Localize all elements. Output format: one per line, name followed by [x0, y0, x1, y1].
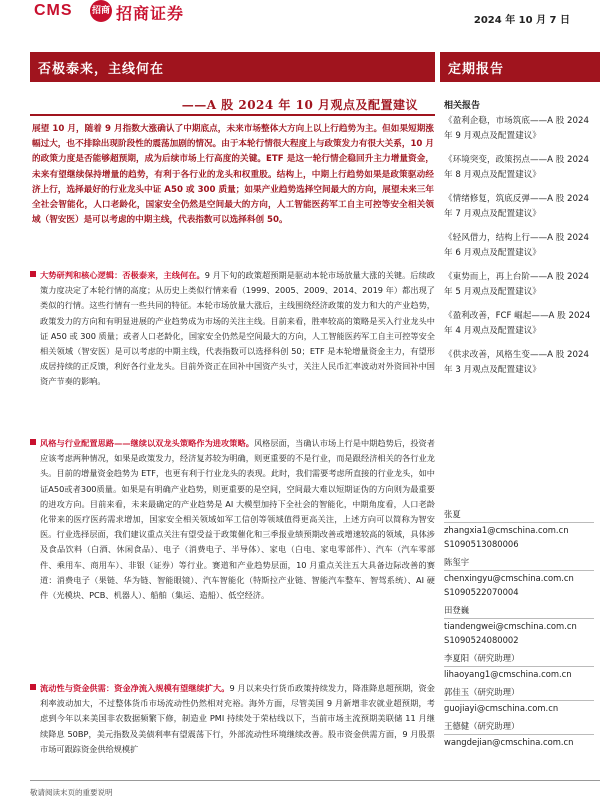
analyst-license-id: S1090524080002 — [444, 635, 519, 645]
section-body: 9 月以来央行货币政策持续发力，降准降息超预期，资金利率波动加大，不过整体货币市场流动性仍然相对充裕。海外方面，尽管美国 9 月新增非农就业超预期，考虑到今年以来美国非农数据频繁下修，制造业 PMI 持续处于荣枯线以下，当前市场主流预期美联储 11 月继续降息 50BP，美元指数及美债利率有望震荡下行，外部流动性环境继续改善。股市资金供需方面，9 月股票市场可跟踪资金供给规模扩 — [40, 683, 435, 754]
footer-divider — [30, 780, 600, 781]
report-date: 2024 年 10 月 7 日 — [473, 15, 570, 26]
analyst-entry — [444, 507, 594, 551]
sidebar-header — [440, 52, 600, 82]
title-divider — [30, 114, 435, 116]
analyst-name: 郭佳玉（研究助理） — [444, 685, 594, 701]
analyst-email[interactable]: wangdejian@cmschina.com.cn — [444, 737, 574, 747]
report-title: 否极泰来，主线何在 — [38, 62, 165, 77]
bullet-icon — [30, 439, 36, 445]
footer-disclaimer: 敬请阅读末页的重要说明 — [30, 788, 113, 797]
analyst-license-id: S1090513080006 — [444, 539, 519, 549]
sidebar-header-label: 定期报告 — [448, 62, 505, 77]
analyst-entry — [444, 685, 594, 715]
related-reports-list — [444, 114, 594, 387]
section-market-view — [30, 268, 435, 390]
related-report-item[interactable]: 《東势而上，再上台阶——A 股 2024 年 5 月观点及配置建议》 — [444, 272, 589, 297]
logo-cn-text: 招商证券 — [116, 4, 185, 23]
section-body: 9 月下旬的政策超预期是驱动本轮市场放量大涨的关键。后续政策力度决定了本轮行情的高度；从历史上类似行情来看（1999、2005、2009、2014、2019 年）都出现了类似的行情。这些行情有一些共同的特征。本轮市场放量大涨后，主线围绕经济政策的发力和大的产业趋势，政策发力的方向和有明显进展的产业趋势成为市场的关注主线。目前来看，胜率较高的策略是买入行业龙头中证 A50 或 300 质量；或者人口老龄化，国家安全仍然是空间最大的方向，人工智能医药军工自主可控等安全相关领域（智安医）是可以考虑的中期主线，代表指数可以选择科创 50；ETF 是本轮增量资金主力，有望形成居持续的正反馈，利好各行业龙头。目前外资正在回补中国资产头寸，关注人民币汇率波动对外资回补中国资产节奏的影响。 — [40, 270, 435, 387]
related-report-item[interactable]: 《供求改善，风格生变——A 股 2024 年 3 月观点及配置建议》 — [444, 350, 589, 375]
analyst-email[interactable]: tiandengwei@cmschina.com.cn — [444, 621, 577, 631]
analyst-entry — [444, 719, 594, 749]
analyst-name: 李夏阳（研究助理） — [444, 651, 594, 667]
section-lead: 流动性与资金供需：资金净流入规模有望继续扩大。 — [40, 683, 230, 693]
company-logo — [6, 0, 216, 22]
analyst-name: 陈玺宇 — [444, 555, 594, 571]
analyst-entry — [444, 651, 594, 681]
logo-badge-icon: 招商 — [90, 0, 112, 22]
analyst-email[interactable]: guojiayi@cmschina.com.cn — [444, 703, 559, 713]
analyst-entry — [444, 603, 594, 647]
related-report-item[interactable]: 《盈利企稳，市场筑底——A 股 2024 年 9 月观点及配置建议》 — [444, 116, 589, 141]
analyst-list — [444, 507, 594, 753]
bullet-icon — [30, 684, 36, 690]
analyst-entry — [444, 555, 594, 599]
logo-latin-text: CMS — [34, 2, 73, 19]
report-subtitle: ——A 股 2024 年 10 月观点及配置建议 — [181, 98, 418, 112]
section-style-industry — [30, 436, 435, 603]
section-lead: 大势研判和核心逻辑：否极泰来，主线何在。 — [40, 270, 205, 280]
section-lead: 风格与行业配置思路——继续以双龙头策略作为进攻策略。 — [40, 438, 254, 448]
related-reports-title: 相关报告 — [444, 101, 481, 111]
analyst-email[interactable]: chenxingyu@cmschina.com.cn — [444, 573, 574, 583]
related-report-item[interactable]: 《轻风借力，结构上行——A 股 2024 年 6 月观点及配置建议》 — [444, 233, 589, 258]
section-body-part1: 风格层面，当确认市场上行是中期趋势后，投资者应该考虑两种情况，如果是政策发力，经济复苏较为明确，则更重要的不是行业，而是跟经济相关的各行业龙头。目前的增量资金趋势为 ETF，也更有利于行业龙头的表现。此时，我们需要考虑所直接的行业龙头，如中证A50或者300质量。如果是有明确产业趋势，则更重要的是空间，空间最大难以短期证伪的方向则为最重要的进攻方向。目前来看，未来最确定的产业趋势是 AI 大模型加持下全社会的智能化，中期角度看，人口老龄化带来的医疗医药需求增加，国家安全相关领域如军工信创等领域值得更高关注，上述方向可以简称为智安医。 — [40, 438, 435, 540]
abstract-paragraph: 展望 10 月，随着 9 月指数大涨确认了中期底点，未来市场整体大方向上以上行趋势为主。但如果短期涨幅过大，也不排除出现阶段性的震荡加剧的情况。由于本轮行情很大程度上与政策发力有很大关系，10 月的政策力度是否能够超预期，成为后续市场上行高度的关键。ETF 是这一轮行情企稳回升主力增量资金，未来有望继续保持增量的趋势，有利于各行业的龙头和权重股。结构上，中期上行趋势如果是政策驱动经济上行，选择最好的行业龙头中证 A50 或 300 质量；如果产业趋势选择空间最大的方向，展望未来三年全社会智能化，人口老龄化，国家安全仍然是空间最大的方向，人工智能医药军工自主可控等安全相关领域（智安医）是可以考虑的中期主线，代表指数可以选择科创 50。 — [32, 124, 434, 226]
section-liquidity — [30, 681, 435, 757]
section-body-part2: 行业选择层面，我们建议重点关注有望受益于政策催化和三季报业绩预期改善或增速较高的领域，具体涉及食品饮料（白酒、休闲食品）、电子（消费电子、半导体）、家电（白电、家电零部件）、汽车（汽车零部件、乘用车、商用车）、非银（证券）等行业。赛道和产业趋势层面，10 月重点关注五大具备边际改善的赛道：消费电子（果链、华为链、智能眼镜）、汽车智能化（特斯拉产业链、智能汽车整车、智驾系统）、AI 硬件（光模块、PCB、机器人）、船舶（集运、造船）、低空经济。 — [40, 529, 435, 601]
analyst-name: 田登巍 — [444, 603, 594, 619]
analyst-email[interactable]: lihaoyang1@cmschina.com.cn — [444, 669, 572, 679]
related-report-item[interactable]: 《环境突变，政策拐点——A 股 2024 年 8 月观点及配置建议》 — [444, 155, 589, 180]
analyst-name: 张夏 — [444, 507, 594, 523]
analyst-name: 王德健（研究助理） — [444, 719, 594, 735]
analyst-email[interactable]: zhangxia1@cmschina.com.cn — [444, 525, 569, 535]
bullet-icon — [30, 271, 36, 277]
analyst-license-id: S1090522070004 — [444, 587, 519, 597]
related-report-item[interactable]: 《盈利改善，FCF 崛起——A 股 2024 年 4 月观点及配置建议》 — [444, 311, 591, 336]
related-report-item[interactable]: 《情绪修复，筑底反弹——A 股 2024 年 7 月观点及配置建议》 — [444, 194, 589, 219]
title-bar — [30, 52, 435, 82]
